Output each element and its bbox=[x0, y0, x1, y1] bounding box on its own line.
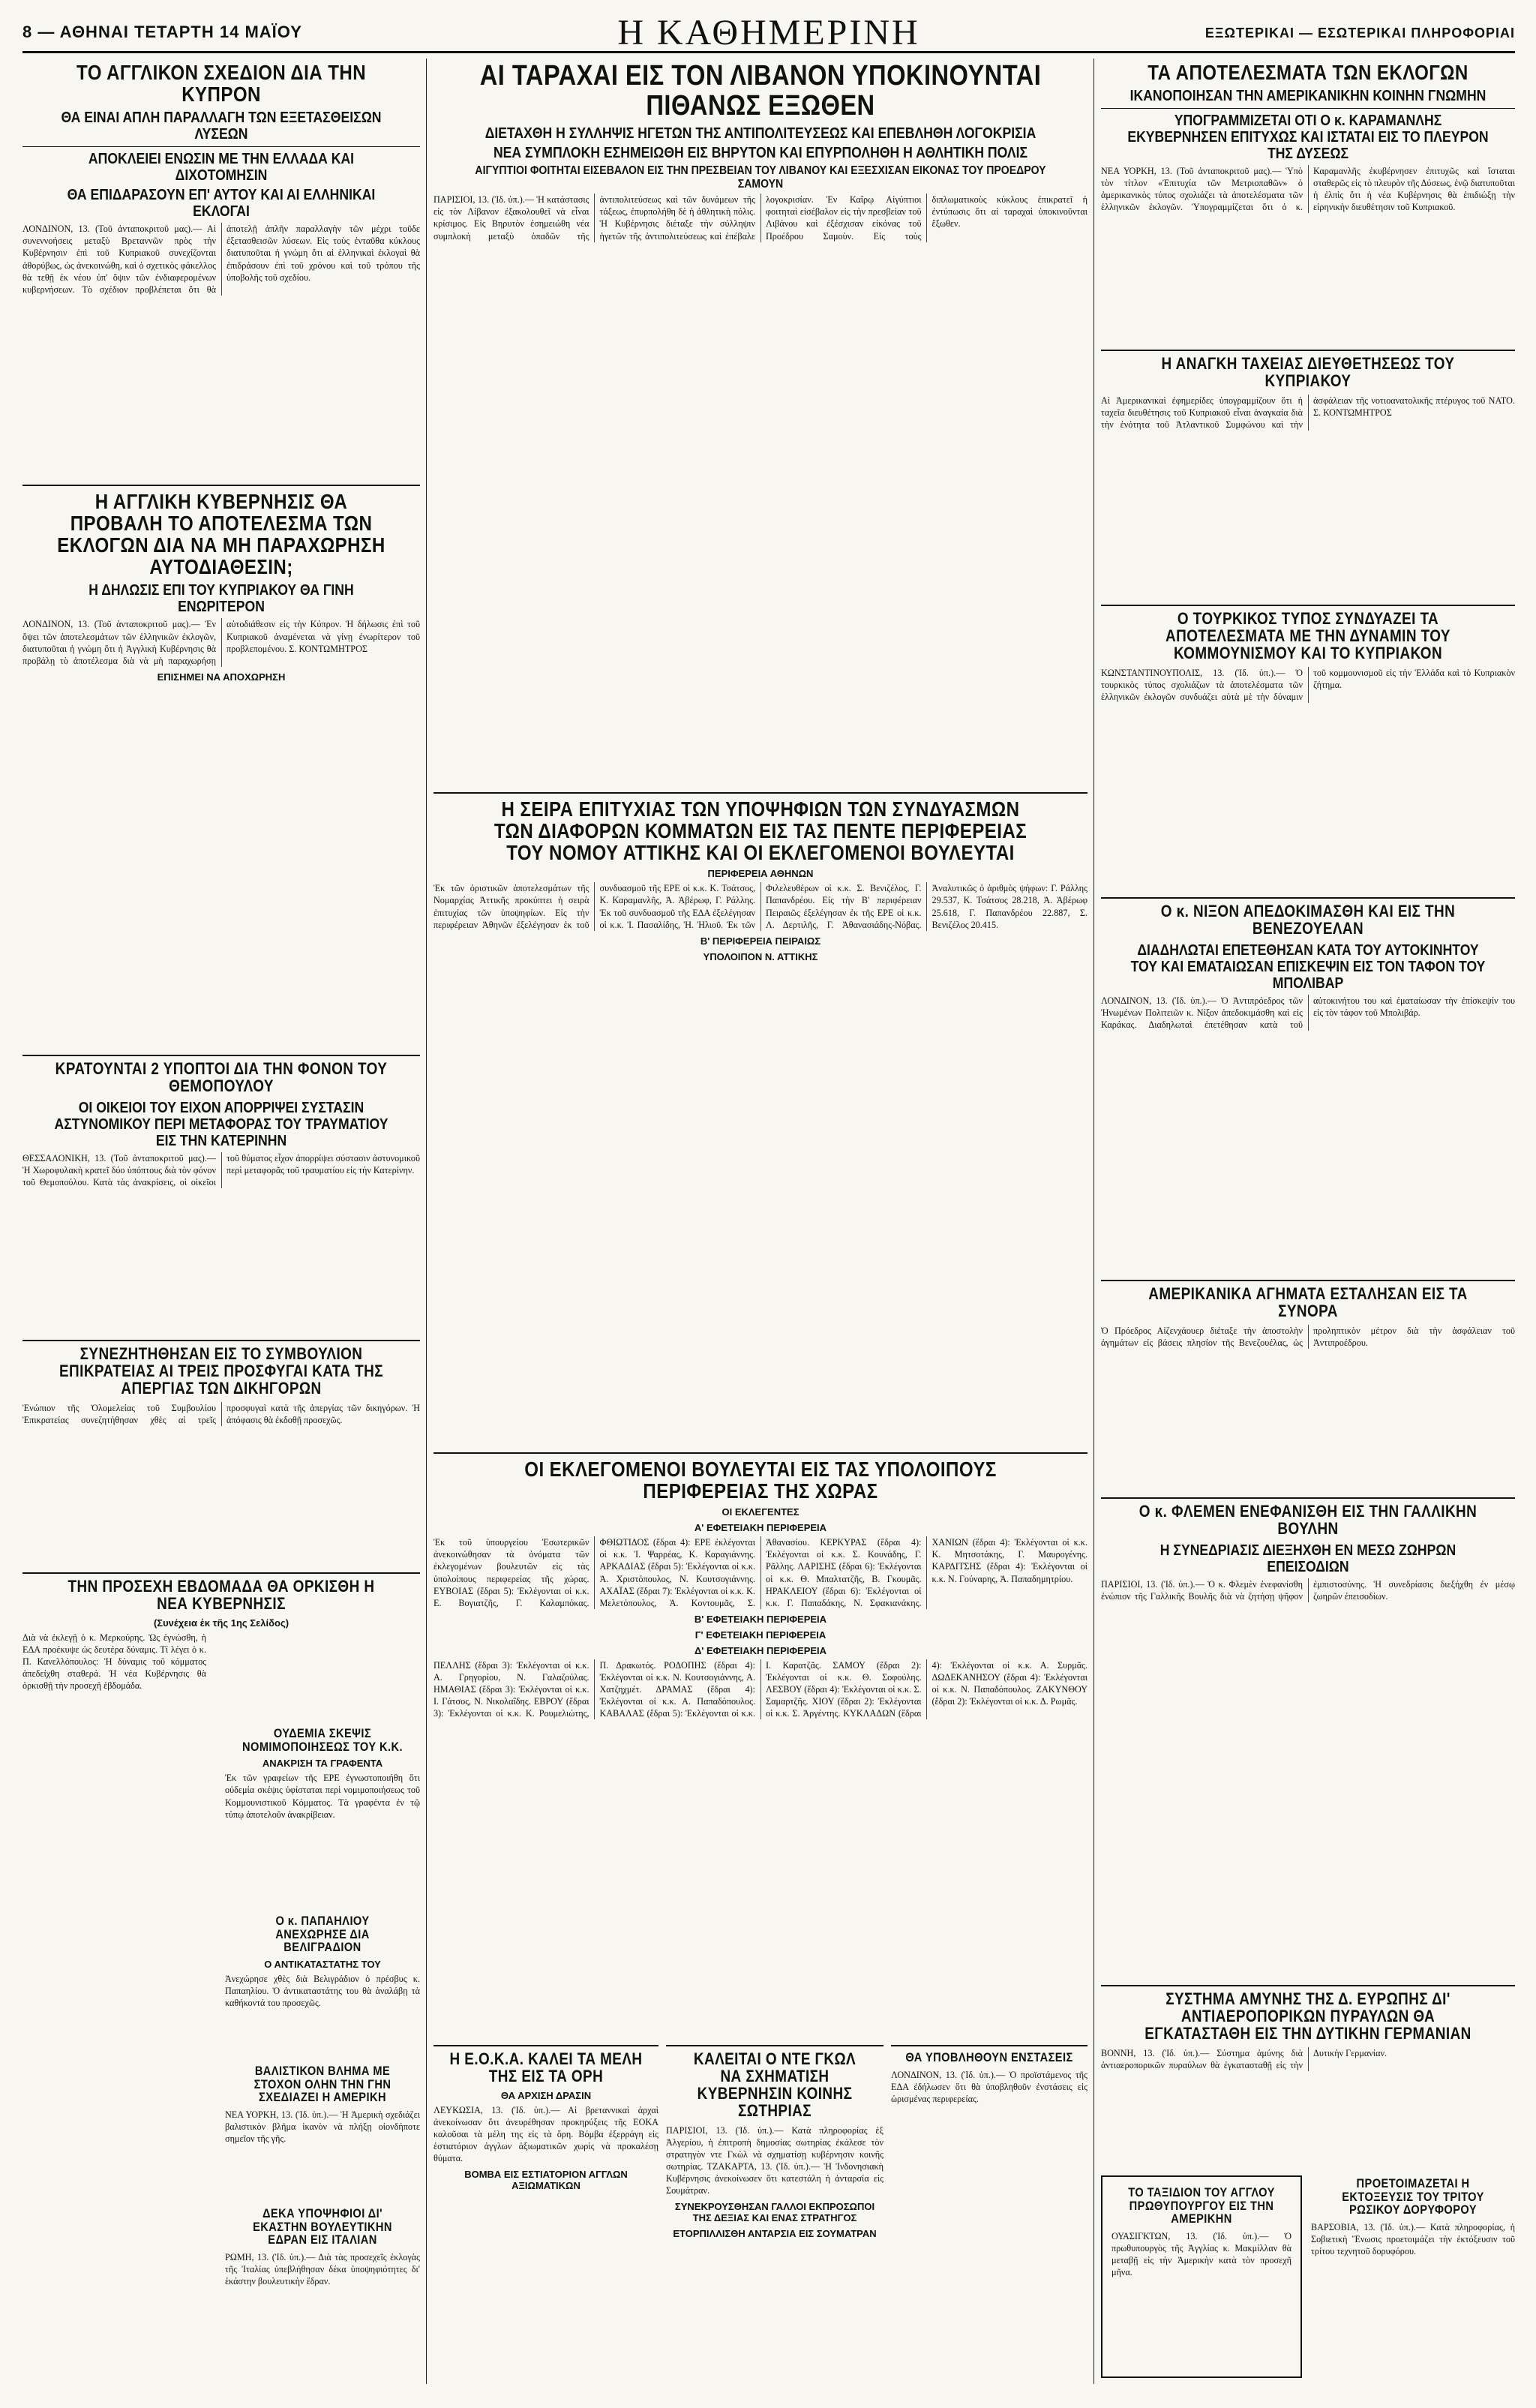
article-pflimlin bbox=[1101, 1493, 1515, 1973]
article-body: ΛΟΝΔΙΝΟΝ, 13. (Τοῦ ἀνταποκριτοῦ μας).— Ἐν ὄψει τῶν ἀποτελεσμάτων τῶν ἑλληνικῶν ἐκλογῶν, διατυποῦται ἡ γνώμη ὅτι ἡ Ἀγγλικὴ Κυβέρνησις θὰ προβάλῃ τὸ ἀποτέλεσμα διὰ νὰ μὴ παραχωρήσῃ αὐτοδιάθεσιν εἰς τὴν Κύπρον. Ἡ δήλωσις ἐπὶ τοῦ Κυπριακοῦ ἀναμένεται νὰ γίνῃ ἐνωρίτερον τοῦ προβλεπομένου. Σ. ΚΟΝΤΩΜΗΤΡΟΣ bbox=[22, 619, 420, 666]
headline: ΤΑ ΑΠΟΤΕΛΕΣΜΑΤΑ ΤΩΝ ΕΚΛΟΓΩΝ bbox=[1148, 61, 1468, 84]
subheading: Α' ΕΦΕΤΕΙΑΚΗ ΠΕΡΙΦΕΡΕΙΑ bbox=[694, 1522, 827, 1534]
article-eoka bbox=[434, 2040, 658, 2378]
headline: ΚΑΛΕΙΤΑΙ Ο ΝΤΕ ΓΚΩΛ ΝΑ ΣΧΗΜΑΤΙΣΗ ΚΥΒΕΡΝΗΣΙΝ ΚΟΙΝΗΣ ΣΩΤΗΡΙΑΣ bbox=[693, 2049, 856, 2120]
deck: ΑΠΟΚΛΕΙΕΙ ΕΝΩΣΙΝ ΜΕ ΤΗΝ ΕΛΛΑΔΑ ΚΑΙ ΔΙΧΟΤΟΜΗΣΙΝ bbox=[88, 151, 355, 185]
headline: ΚΡΑΤΟΥΝΤΑΙ 2 ΥΠΟΠΤΟΙ ΔΙΑ ΤΗΝ ΦΟΝΟΝ ΤΟΥ ΘΕΜΟΠΟΥΛΟΥ bbox=[55, 1059, 388, 1095]
article-de-gaulle-call bbox=[666, 2040, 884, 2378]
article-body: ΝΕΑ ΥΟΡΚΗ, 13. (Τοῦ ἀνταποκριτοῦ μας).— Ὑπὸ τὸν τίτλον «Ἐπιτυχία τῶν Μετριοπαθῶν» ὁ ἀμερικανικὸς τύπος σχολιάζει τὰ ἀποτελέσματα τῶν ἑλληνικῶν ἐκλογῶν. Ὑπογραμμίζεται ὅτι ὁ κ. Καραμανλῆς ἐκυβέρνησεν ἐπιτυχῶς καὶ ἵσταται σταθερῶς εἰς τὸ πλευρὸν τῆς Δύσεως, ἐνῷ διατυποῦται ἡ ἐλπὶς ὅτι ἡ νέα Κυβέρνησις θὰ ἐπιδιώξῃ τὴν εἰρηνικὴν διευθέτησιν τοῦ Κυπριακοῦ. bbox=[1101, 166, 1515, 213]
subheading: ΣΥΝΕΚΡΟΥΣΘΗΣΑΝ ΓΑΛΛΟΙ ΕΚΠΡΟΣΩΠΟΙ ΤΗΣ ΔΕΞΙΑΣ ΚΑΙ ΕΝΑΣ ΣΤΡΑΤΗΓΟΣ bbox=[674, 2201, 875, 2224]
article-us-troops bbox=[1101, 1275, 1515, 1485]
article-body: Ἐκ τοῦ ὑπουργείου Ἐσωτερικῶν ἀνεκοινώθησαν τὰ ὀνόματα τῶν ἐκλεγομένων βουλευτῶν εἰς τὰς ὑπολοίπους περιφερείας τῆς χώρας. ΕΥΒΟΙΑΣ (ἕδραι 5): Ἐκλέγονται οἱ κ.κ. Ε. Βογιατζῆς, Γ. Καλαμπόκας. ΦΘΙΩΤΙΔΟΣ (ἕδραι 4): ΕΡΕ ἐκλέγονται οἱ κ.κ. Ἰ. Ψαρρέας, Κ. Καραγιάννης. ΑΡΚΑΔΙΑΣ (ἕδραι 5): Ἐκλέγονται οἱ κ.κ. Ἀ. Χριστόπουλος, Ν. Κουτσογιάννης. ΑΧΑΪΑΣ (ἕδραι 7): Ἐκλέγονται οἱ κ.κ. Κ. Μελετόπουλος, Ἀ. Κοντουμᾶς, Σ. Ἀθανασίου. ΚΕΡΚΥΡΑΣ (ἕδραι 4): Ἐκλέγονται οἱ κ.κ. Σ. Κουνάδης, Γ. Ρᾶλλης. ΛΑΡΙΣΗΣ (ἕδραι 6): Ἐκλέγονται οἱ κ.κ. Θ. Μπαλτατζῆς, Β. Γκουμᾶς. ΗΡΑΚΛΕΙΟΥ (ἕδραι 6): Ἐκλέγονται οἱ κ.κ. Γ. Παπαδάκης, Ν. Σφακιανάκης. ΧΑΝΙΩΝ (ἕδραι 4): Ἐκλέγονται οἱ κ.κ. Κ. Μητσοτάκης, Γ. Μαυρογένης. ΚΑΡΔΙΤΣΗΣ (ἕδραι 4): Ἐκλέγονται οἱ κ.κ. Ν. Γούναρης, Ἀ. Παπαδημητρίου. bbox=[434, 1537, 1088, 1608]
deck: ΔΙΕΤΑΧΘΗ Η ΣΥΛΛΗΨΙΣ ΗΓΕΤΩΝ ΤΗΣ ΑΝΤΙΠΟΛΙΤΕΥΣΕΩΣ ΚΑΙ ΕΠΕΒΛΗΘΗ ΛΟΓΟΚΡΙΣΙΑ bbox=[484, 125, 1036, 143]
headline: ΒΑΛΙΣΤΙΚΟΝ ΒΛΗΜΑ ΜΕ ΣΤΟΧΟΝ ΟΛΗΝ ΤΗΝ ΓΗΝ ΣΧΕΔΙΑΖΕΙ Η ΑΜΕΡΙΚΗ bbox=[254, 2064, 392, 2105]
headline: Η ΣΕΙΡΑ ΕΠΙΤΥΧΙΑΣ ΤΩΝ ΥΠΟΨΗΦΙΩΝ ΤΩΝ ΣΥΝΔΥΑΣΜΩΝ ΤΩΝ ΔΙΑΦΟΡΩΝ ΚΟΜΜΑΤΩΝ ΕΙΣ ΤΑΣ ΠΕΝΤΕ ΠΕΡΙΦΕΡΕΙΑΣ ΤΟΥ ΝΟΜΟΥ ΑΤΤΙΚΗΣ ΚΑΙ ΟΙ ΕΚΛΕΓΟΜΕΝΟΙ ΒΟΥΛΕΥΤΑΙ bbox=[494, 797, 1028, 865]
article-body: ΘΕΣΣΑΛΟΝΙΚΗ, 13. (Τοῦ ἀνταποκριτοῦ μας).— Ἡ Χωροφυλακὴ κρατεῖ δύο ὑπόπτους διὰ τὸν φόνον τοῦ Θεμοπούλου. Κατὰ τὰς ἀνακρίσεις, οἱ οἰκεῖοι τοῦ θύματος εἶχον ἀπορρίψει σύστασιν ἀστυνομικοῦ περὶ μεταφορᾶς τοῦ τραυματίου εἰς τὴν Κατερίνην. bbox=[22, 1152, 420, 1187]
article-legality bbox=[225, 1725, 420, 1905]
article-body: ΠΑΡΙΣΙΟΙ, 13. (Ἰδ. ὑπ.).— Ὁ κ. Φλεμὲν ἐνεφανίσθη ἐνώπιον τῆς Γαλλικῆς Βουλῆς διὰ νὰ ζητήσῃ ψῆφον ἐμπιστοσύνης. Ἡ συνεδρίασις διεξήχθη ἐν μέσῳ ζωηρῶν ἐπεισοδίων. bbox=[1101, 1578, 1515, 1602]
headline: ΑΜΕΡΙΚΑΝΙΚΑ ΑΓΗΜΑΤΑ ΕΣΤΑΛΗΣΑΝ ΕΙΣ ΤΑ ΣΥΝΟΡΑ bbox=[1148, 1284, 1468, 1320]
deck: ΝΕΑ ΣΥΜΠΛΟΚΗ ΕΣΗΜΕΙΩΘΗ ΕΙΣ ΒΗΡΥΤΟΝ ΚΑΙ ΕΠΥΡΠΟΛΗΘΗ Η ΑΘΛΗΤΙΚΗ ΠΟΛΙΣ bbox=[493, 145, 1028, 162]
headline: ΣΥΣΤΗΜΑ ΑΜΥΝΗΣ ΤΗΣ Δ. ΕΥΡΩΠΗΣ ΔΙ' ΑΝΤΙΑΕΡΟΠΟΡΙΚΩΝ ΠΥΡΑΥΛΩΝ ΘΑ ΕΓΚΑΤΑΣΤΑΘΗ ΕΙΣ ΤΗΝ ΔΥΤΙΚΗΝ ΓΕΡΜΑΝΙΑΝ bbox=[1144, 1989, 1472, 2043]
deck: ΑΝΑΚΡΙΣΗ ΤΑ ΓΡΑΦΕΝΤΑ bbox=[262, 1758, 383, 1770]
article-macmillan-trip bbox=[1101, 2175, 1302, 2378]
article-missile-defense bbox=[1101, 1980, 1515, 2168]
article-body: Ἐκ τῶν γραφείων τῆς ΕΡΕ ἐγνωστοποιήθη ὅτι οὐδεμία σκέψις ὑφίσταται περὶ νομιμοποιήσεως τοῦ Κομμουνιστικοῦ Κόμματος. Τὰ γραφέντα ἐν τῷ τύπῳ ἀποτελοῦν ἀνακρίβειαν. bbox=[225, 1773, 420, 1820]
deck: ΘΑ ΕΠΙΔΑΡΑΣΟΥΝ ΕΠ' ΑΥΤΟΥ ΚΑΙ ΑΙ ΕΛΛΗΝΙΚΑΙ ΕΚΛΟΓΑΙ bbox=[67, 187, 376, 221]
deck: ΥΠΟΓΡΑΜΜΙΖΕΤΑΙ ΟΤΙ Ο κ. ΚΑΡΑΜΑΝΛΗΣ ΕΚΥΒΕΡΝΗΣΕΝ ΕΠΙΤΥΧΩΣ ΚΑΙ ΙΣΤΑΤΑΙ ΕΙΣ ΤΟ ΠΛΕΥΡΟΝ ΤΗΣ ΔΥΣΕΩΣ bbox=[1127, 113, 1489, 163]
page-header bbox=[22, 13, 1515, 53]
headline: ΤΗΝ ΠΡΟΣΕΧΗ ΕΒΔΟΜΑΔΑ ΘΑ ΟΡΚΙΣΘΗ Η ΝΕΑ ΚΥΒΕΡΝΗΣΙΣ bbox=[68, 1577, 375, 1613]
article-thessaloniki-murder bbox=[22, 1050, 420, 1328]
headline: Η ΑΓΓΛΙΚΗ ΚΥΒΕΡΝΗΣΙΣ ΘΑ ΠΡΟΒΑΛΗ ΤΟ ΑΠΟΤΕΛΕΣΜΑ ΤΩΝ ΕΚΛΟΓΩΝ ΔΙΑ ΝΑ ΜΗ ΠΑΡΑΧΩΡΗΣΗ ΑΥΤΟΔΙΑΘΕΣΙΝ; bbox=[57, 490, 386, 579]
article-provinces-elections bbox=[434, 1448, 1088, 2033]
article-objections bbox=[891, 2040, 1088, 2378]
article-body: ΡΩΜΗ, 13. (Ἰδ. ὑπ.).— Διὰ τὰς προσεχεῖς ἐκλογὰς τῆς Ἰταλίας ὑπεβλήθησαν δέκα ὑποψηφιότητες δι' ἑκάστην βουλευτικὴν ἕδραν. bbox=[225, 2252, 420, 2287]
article-body: ΝΕΑ ΥΟΡΚΗ, 13. (Ἰδ. ὑπ.).— Ἡ Ἀμερικὴ σχεδιάζει βαλιστικὸν βλῆμα ἱκανὸν νὰ πλήξῃ οἱονδήποτε σημεῖον τῆς γῆς. bbox=[225, 2109, 420, 2145]
headline: ΟΥΔΕΜΙΑ ΣΚΕΨΙΣ ΝΟΜΙΜΟΠΟΙΗΣΕΩΣ ΤΟΥ Κ.Κ. bbox=[242, 1726, 403, 1754]
deck: Η ΣΥΝΕΔΡΙΑΣΙΣ ΔΙΕΞΗΧΘΗ ΕΝ ΜΕΣΩ ΖΩΗΡΩΝ ΕΠΕΙΣΟΔΙΩΝ bbox=[1160, 1542, 1456, 1575]
article-sputnik bbox=[1311, 2175, 1515, 2378]
article-italy bbox=[225, 2205, 420, 2378]
article-body: ΛΕΥΚΩΣΙΑ, 13. (Ἰδ. ὑπ.).— Αἱ βρεταννικαὶ ἀρχαὶ ἀνεκοίνωσαν ὅτι ἀνευρέθησαν προκηρύξεις τῆς ΕΟΚΑ καλοῦσαι τὰ μέλη της εἰς τὰ ὄρη. Βόμβα ἐξερράγη εἰς ἑστιατόριον ἀγγλων ἀξιωματικῶν χωρὶς νὰ προκαλέσῃ θύματα. bbox=[434, 2104, 658, 2164]
subheading: ΠΕΡΙΦΕΡΕΙΑ ΑΘΗΝΩΝ bbox=[707, 868, 814, 880]
article-body: ΒΑΡΣΟΒΙΑ, 13. (Ἰδ. ὑπ.).— Κατὰ πληροφορίας, ἡ Σοβιετικὴ Ἕνωσις προετοιμάζει τὴν ἐκτόξευσιν τοῦ τρίτου τεχνητοῦ δορυφόρου. bbox=[1311, 2222, 1515, 2257]
headline: Ο κ. ΝΙΞΟΝ ΑΠΕΔΟΚΙΜΑΣΘΗ ΚΑΙ ΕΙΣ ΤΗΝ ΒΕΝΕΖΟΥΕΛΑΝ bbox=[1160, 902, 1456, 938]
headline: Η Ε.Ο.Κ.Α. ΚΑΛΕΙ ΤΑ ΜΕΛΗ ΤΗΣ ΕΙΣ ΤΑ ΟΡΗ bbox=[449, 2049, 643, 2085]
article-body: Ὁ Πρόεδρος Αἰζενχάουερ διέταξε τὴν ἀποστολὴν ἀγημάτων εἰς βάσεις πλησίον τῆς Βενεζουέλας, ὡς προληπτικὸν μέτρον διὰ τὴν ἀσφάλειαν τοῦ Ἀντιπροέδρου. bbox=[1101, 1325, 1515, 1348]
subheading: ΕΠΙΣΗΜΕΙ ΝΑ ΑΠΟΧΩΡΗΣΗ bbox=[157, 671, 286, 683]
deck: Η ΔΗΛΩΣΙΣ ΕΠΙ ΤΟΥ ΚΥΠΡΙΑΚΟΥ ΘΑ ΓΙΝΗ ΕΝΩΡΙΤΕΡΟΝ bbox=[88, 582, 354, 616]
article-body: ΒΟΝΝΗ, 13. (Ἰδ. ὑπ.).— Σύστημα ἀμύνης διὰ ἀντιαεροπορικῶν πυραύλων θὰ ἐγκατασταθῇ εἰς τὴν Δυτικὴν Γερμανίαν. bbox=[1101, 2047, 1388, 2070]
deck: ΘΑ ΑΡΧΙΣΗ ΔΡΑΣΙΝ bbox=[500, 2089, 592, 2101]
subheading: ΟΙ ΕΚΛΕΓΕΝΤΕΣ bbox=[722, 1506, 800, 1518]
article-body: Ἐνώπιον τῆς Ὁλομελείας τοῦ Συμβουλίου Ἐπικρατείας συνεζητήθησαν χθὲς αἱ τρεῖς προσφυγαὶ κατὰ τῆς ἀπεργίας τῶν δικηγόρων. Ἡ ἀπόφασις θὰ ἐκδοθῇ προσεχῶς. bbox=[22, 1402, 420, 1425]
deck: ΟΙ ΟΙΚΕΙΟΙ ΤΟΥ ΕΙΧΟΝ ΑΠΟΡΡΙΨΕΙ ΣΥΣΤΑΣΙΝ ΑΣΤΥΝΟΜΙΚΟΥ ΠΕΡΙ ΜΕΤΑΦΟΡΑΣ ΤΟΥ ΤΡΑΥΜΑΤΙΟΥ ΕΙΣ ΤΗΝ ΚΑΤΕΡΙΝΗΝ bbox=[54, 1099, 388, 1149]
masthead: Η ΚΑΘΗΜΕΡΙΝΗ bbox=[617, 13, 920, 53]
article-body: ΛΟΝΔΙΝΟΝ, 13. (Ἰδ. ὑπ.).— Ὁ προϊστάμενος τῆς ΕΔΑ ἐδήλωσεν ὅτι θὰ ὑποβληθοῦν ἐνστάσεις εἰς ὡρισμένας περιφερείας. bbox=[891, 2069, 1088, 2104]
headline: Ο κ. ΠΑΠΑΗΛΙΟΥ ΑΝΕΧΩΡΗΣΕ ΔΙΑ ΒΕΛΙΓΡΑΔΙΟΝ bbox=[275, 1914, 370, 1955]
article-nixon bbox=[1101, 893, 1515, 1268]
article-body: ΟΥΑΣΙΓΚΤΩΝ, 13. (Ἰδ. ὑπ.).— Ὁ πρωθυπουργὸς τῆς Ἀγγλίας κ. Μακμίλλαν θὰ μεταβῇ εἰς τὴν Ἀμερικὴν κατὰ τὸν προσεχῆ μῆνα. bbox=[1112, 2231, 1292, 2278]
headline: ΑΙ ΤΑΡΑΧΑΙ ΕΙΣ ΤΟΝ ΛΙΒΑΝΟΝ ΥΠΟΚΙΝΟΥΝΤΑΙ ΠΙΘΑΝΩΣ ΕΞΩΘΕΝ bbox=[479, 60, 1042, 122]
deck: ΔΙΑΔΗΛΩΤΑΙ ΕΠΕΤΕΘΗΣΑΝ ΚΑΤΑ ΤΟΥ ΑΥΤΟΚΙΝΗΤΟΥ ΤΟΥ ΚΑΙ ΕΜΑΤΑΙΩΣΑΝ ΕΠΙΣΚΕΨΙΝ ΕΙΣ ΤΟΝ ΤΑΦΟΝ ΤΟΥ ΜΠΟΛΙΒΑΡ bbox=[1130, 941, 1486, 992]
article-turkish-press bbox=[1101, 600, 1515, 885]
article-body: Διὰ νὰ ἐκλεγῇ ὁ κ. Μερκούρης. Ὡς ἐγνώσθη, ἡ ΕΔΑ προέκυψε ὡς δευτέρα δύναμις. Τί λέγει ὁ κ. Π. Κανελλόπουλος: Ἡ δύναμις τοῦ κόμματος ἀπεδείχθη σταθερά. Ἡ νέα Κυβέρνησις θὰ ὁρκισθῇ τὴν προσεχῆ ἑβδομάδα. bbox=[22, 1632, 206, 1692]
article-body: Ἐκ τῶν ὁριστικῶν ἀποτελεσμάτων τῆς Νομαρχίας Ἀττικῆς προκύπτει ἡ σειρὰ ἐπιτυχίας τῶν ὑποψηφίων. Εἰς τὴν περιφέρειαν Ἀθηνῶν ἐξελέγησαν ἐκ τοῦ συνδυασμοῦ τῆς ΕΡΕ οἱ κ.κ. Κ. Τσάτσος, Κ. Καραμανλῆς, Ἀ. Ἀβέρωφ, Γ. Ράλλης. Ἐκ τοῦ συνδυασμοῦ τῆς ΕΔΑ ἐξελέγησαν οἱ κ.κ. Ἰ. Πασαλίδης, Ἠ. Ἠλιοῦ. Ἐκ τῶν Φιλελευθέρων οἱ κ.κ. Σ. Βενιζέλος, Γ. Παπανδρέου. Εἰς τὴν Β' περιφέρειαν Πειραιῶς ἐξελέγησαν ἐκ τῆς ΕΡΕ οἱ κ.κ. Λ. Δερτιλῆς, Γ. Ἀθανασιάδης-Νόβας. Ἀναλυτικῶς ὁ ἀριθμὸς ψήφων: Γ. Ράλλης 29.537, Κ. Τσάτσος 28.218, Ἀ. Ἀβέρωφ 25.618, Γ. Παπανδρέου 22.887, Σ. Βενιζέλος 20.415. bbox=[434, 883, 1088, 930]
headline: Ο ΤΟΥΡΚΙΚΟΣ ΤΥΠΟΣ ΣΥΝΔΥΑΖΕΙ ΤΑ ΑΠΟΤΕΛΕΣΜΑΤΑ ΜΕ ΤΗΝ ΔΥΝΑΜΙΝ ΤΟΥ ΚΟΜΜΟΥΝΙΣΜΟΥ ΚΑΙ ΤΟ ΚΥΠΡΙΑΚΟΝ bbox=[1166, 609, 1450, 662]
subheading: Β' ΕΦΕΤΕΙΑΚΗ ΠΕΡΙΦΕΡΕΙΑ bbox=[694, 1613, 827, 1625]
article-body: Αἱ Ἀμερικανικαὶ ἐφημερίδες ὑπογραμμίζουν ὅτι ἡ ταχεῖα διευθέτησις τοῦ Κυπριακοῦ εἶναι ἀναγκαία διὰ τὴν ἑνότητα τοῦ Ἀτλαντικοῦ Συμφώνου καὶ τὴν ἀσφάλειαν τῆς νοτιοανατολικῆς πτέρυγος τοῦ ΝΑΤΟ. Σ. ΚΟΝΤΩΜΗΤΡΟΣ bbox=[1101, 395, 1515, 430]
article-body: ΛΟΝΔΙΝΟΝ, 13. (Ἰδ. ὑπ.).— Ὁ Ἀντιπρόεδρος τῶν Ἡνωμένων Πολιτειῶν κ. Νίξον ἀπεδοκιμάσθη καὶ εἰς Καράκας. Διαδηλωταὶ ἐπετέθησαν κατὰ τοῦ αὐτοκινήτου του καὶ ἐματαίωσαν τὴν ἐπίσκεψίν του εἰς τὸν τάφον τοῦ Μπολιβάρ. bbox=[1101, 995, 1515, 1030]
headline: ΤΟ ΑΓΓΛΙΚΟΝ ΣΧΕΔΙΟΝ ΔΙΑ ΤΗΝ ΚΥΠΡΟΝ bbox=[76, 61, 367, 107]
article-papaeliou bbox=[225, 1913, 420, 2055]
headline: ΘΑ ΥΠΟΒΛΗΘΟΥΝ ΕΝΣΤΑΣΕΙΣ bbox=[905, 2050, 1073, 2064]
subheading: ΕΤΟΡΠΙΛΛΙΣΘΗ ΑΝΤΑΡΣΙΑ ΕΙΣ ΣΟΥΜΑΤΡΑΝ bbox=[673, 2228, 877, 2240]
article-election-results-us bbox=[1101, 60, 1515, 338]
folio: 8 — ΑΘΗΝΑΙ ΤΕΤΑΡΤΗ 14 ΜΑΪΟΥ bbox=[22, 23, 302, 41]
article-british-government bbox=[22, 480, 420, 1043]
deck: ΑΙΓΥΠΤΙΟΙ ΦΟΙΤΗΤΑΙ ΕΙΣΕΒΑΛΟΝ ΕΙΣ ΤΗΝ ΠΡΕΣΒΕΙΑΝ ΤΟΥ ΛΙΒΑΝΟΥ ΚΑΙ ΕΞΕΣΧΙΣΑΝ ΕΙΚΟΝΑΣ ΤΟΥ ΠΡΟΕΔΡΟΥ ΣΑΜΟΥΝ bbox=[475, 164, 1046, 191]
headline: ΣΥΝΕΖΗΤΗΘΗΣΑΝ ΕΙΣ ΤΟ ΣΥΜΒΟΥΛΙΟΝ ΕΠΙΚΡΑΤΕΙΑΣ ΑΙ ΤΡΕΙΣ ΠΡΟΣΦΥΓΑΙ ΚΑΤΑ ΤΗΣ ΑΠΕΡΓΙΑΣ ΤΩΝ ΔΙΚΗΓΟΡΩΝ bbox=[58, 1344, 383, 1398]
headline: ΔΕΚΑ ΥΠΟΨΗΦΙΟΙ ΔΙ' ΕΚΑΣΤΗΝ ΒΟΥΛΕΥΤΙΚΗΝ ΕΔΡΑΝ ΕΙΣ ΙΤΑΛΙΑΝ bbox=[253, 2206, 392, 2247]
article-lebanon bbox=[434, 60, 1088, 780]
headline: Ο κ. ΦΛΕΜΕΝ ΕΝΕΦΑΝΙΣΘΗ ΕΙΣ ΤΗΝ ΓΑΛΛΙΚΗΝ ΒΟΥΛΗΝ bbox=[1138, 1502, 1478, 1538]
article-attica-elections bbox=[434, 788, 1088, 1440]
article-cyprus-plan bbox=[22, 60, 420, 469]
article-body: ΠΑΡΙΣΙΟΙ, 13. (Ἰδ. ὑπ.).— Ἡ κατάστασις εἰς τὸν Λίβανον ἐξακολουθεῖ νὰ εἶναι κρίσιμος. Εἰς Βηρυτὸν ἐσημειώθη νέα συμπλοκὴ μεταξὺ ὀπαδῶν τῆς ἀντιπολιτεύσεως καὶ τῶν δυνάμεων τῆς τάξεως, ἐπυρπολήθη δὲ ἡ ἀθλητικὴ πόλις. Ἡ Κυβέρνησις διέταξε τὴν σύλληψιν ἡγετῶν τῆς ἀντιπολιτεύσεως καὶ ἐπέβαλε λογοκρισίαν. Ἐν Καΐρῳ Αἰγύπτιοι φοιτηταὶ εἰσέβαλον εἰς τὴν πρεσβείαν τοῦ Λιβάνου καὶ ἐξέσχισαν εἰκόνας τοῦ Προέδρου Σαμοὺν. Εἰς τοὺς διπλωματικοὺς κύκλους ἐπικρατεῖ ἡ ἐντύπωσις ὅτι αἱ ταραχαὶ ὑποκινοῦνται ἔξωθεν. bbox=[434, 194, 1088, 242]
deck: Ο ΑΝΤΙΚΑΤΑΣΤΑΤΗΣ ΤΟΥ bbox=[264, 1959, 381, 1971]
subheading: Γ' ΕΦΕΤΕΙΑΚΗ ΠΕΡΙΦΕΡΕΙΑ bbox=[694, 1629, 826, 1641]
article-ballistic-missile bbox=[225, 2063, 420, 2198]
subheading: ΥΠΟΛΟΙΠΟΝ Ν. ΑΤΤΙΚΗΣ bbox=[703, 950, 818, 962]
column-rule bbox=[426, 59, 427, 2384]
headline: ΠΡΟΕΤΟΙΜΑΖΕΤΑΙ Η ΕΚΤΟΞΕΥΣΙΣ ΤΟΥ ΤΡΙΤΟΥ ΡΩΣΙΚΟΥ ΔΟΡΥΦΟΡΟΥ bbox=[1342, 2176, 1484, 2217]
article-body: ΛΟΝΔΙΝΟΝ, 13. (Τοῦ ἀνταποκριτοῦ μας).— Αἱ συνεννοήσεις μεταξὺ Βρεταννῶν πρὸς τὴν Κυβέρνησιν ἐπὶ τοῦ Κυπριακοῦ συνεχίζονται ἀθορύβως, ὡς ἀνεκοινώθη, καὶ ὁ σχετικὸς φάκελλος θὰ τεθῇ ἐκ νέου ὑπ' ὄψιν τῶν ἐνδιαφερομένων κυβερνήσεων. Τὸ σχέδιον προβλέπεται ὅτι θὰ ἀποτελῇ ἁπλῆν παραλλαγὴν τῶν μέχρι τοῦδε ἐξετασθεισῶν λύσεων. Εἰς τοὺς ἐνταῦθα κύκλους διατυποῦται ἡ γνώμη ὅτι αἱ ἑλληνικαὶ ἐκλογαὶ θὰ ἐπιδράσουν ἐπὶ τοῦ χρόνου καὶ τοῦ τρόπου τῆς ὑποβολῆς τοῦ σχεδίου. bbox=[22, 224, 420, 295]
subheading: Δ' ΕΦΕΤΕΙΑΚΗ ΠΕΡΙΦΕΡΕΙΑ bbox=[694, 1644, 827, 1656]
article-lawyers-strike bbox=[22, 1335, 420, 1560]
article-body: ΠΕΛΛΗΣ (ἕδραι 3): Ἐκλέγονται οἱ κ.κ. Α. Γρηγορίου, Ν. Γαλαζούλας. ΗΜΑΘΙΑΣ (ἕδραι 3): Ἐκλέγονται οἱ κ.κ. Ι. Γάτσος, Ν. Νικολαΐδης. ΕΒΡΟΥ (ἕδραι 3): Ἐκλέγονται οἱ κ.κ. Κ. Ρουμελιώτης, Π. Δρακωτός. ΡΟΔΟΠΗΣ (ἕδραι 4): Ἐκλέγονται οἱ κ.κ. Ν. Κουτσογιάννης, Α. Χατζηχμέτ. ΔΡΑΜΑΣ (ἕδραι 4): Ἐκλέγονται οἱ κ.κ. Α. Παπαδόπουλος. ΚΑΒΑΛΑΣ (ἕδραι 5): Ἐκλέγονται οἱ κ.κ. Ι. Καρατζᾶς. ΣΑΜΟΥ (ἕδραι 2): Ἐκλέγονται οἱ κ.κ. Θ. Σοφούλης. ΛΕΣΒΟΥ (ἕδραι 4): Ἐκλέγονται οἱ κ.κ. Σ. Σαμαρτζῆς. ΧΙΟΥ (ἕδραι 2): Ἐκλέγονται οἱ κ.κ. Σ. Ἀργέντης. ΚΥΚΛΑΔΩΝ (ἕδραι 4): Ἐκλέγονται οἱ κ.κ. Α. Συρμᾶς. ΔΩΔΕΚΑΝΗΣΟΥ (ἕδραι 4): Ἐκλέγονται οἱ κ.κ. Ν. Παπαδόπουλος. ΖΑΚΥΝΘΟΥ (ἕδραι 2): Ἐκλέγονται οἱ κ.κ. Δ. Ρωμᾶς. bbox=[434, 1659, 1088, 1719]
continuation-note: (Συνέχεια ἐκ τῆς 1ης Σελίδος) bbox=[153, 1617, 290, 1629]
article-body: ΚΩΝΣΤΑΝΤΙΝΟΥΠΟΛΙΣ, 13. (Ἰδ. ὑπ.).— Ὁ τουρκικὸς τύπος σχολιάζων τὰ ἀποτελέσματα τῶν ἑλληνικῶν ἐκλογῶν συνδυάζει αὐτὰ μὲ τὴν δύναμιν τοῦ κομμουνισμοῦ εἰς τὴν Ἑλλάδα καὶ τὸ Κυπριακὸν ζήτημα. bbox=[1101, 667, 1515, 702]
subheading: Β' ΠΕΡΙΦΕΡΕΙΑ ΠΕΙΡΑΙΩΣ bbox=[700, 935, 821, 947]
article-body: ΠΑΡΙΣΙΟΙ, 13. (Ἰδ. ὑπ.).— Κατὰ πληροφορίας ἐξ Ἀλγερίου, ἡ ἐπιτροπὴ δημοσίας σωτηρίας ἐκάλεσε τὸν στρατηγὸν ντε Γκὼλ νὰ σχηματίσῃ κυβέρνησιν κοινῆς σωτηρίας. ΤΖΑΚΑΡΤΑ, 13. (Ἰδ. ὑπ.).— Ἡ Ἰνδονησιακὴ Κυβέρνησις ἀνεκοίνωσεν ὅτι κατεστάλη ἡ ἀνταρσία εἰς Σουμάτραν. bbox=[666, 2124, 884, 2196]
article-cyprus-settlement bbox=[1101, 345, 1515, 593]
section-label: ΕΞΩΤΕΡΙΚΑΙ — ΕΣΩΤΕΡΙΚΑΙ ΠΛΗΡΟΦΟΡΙΑΙ bbox=[1204, 26, 1515, 41]
subheading: ΒΟΜΒΑ ΕΙΣ ΕΣΤΙΑΤΟΡΙΟΝ ΑΓΓΛΩΝ ΑΞΙΩΜΑΤΙΚΩΝ bbox=[464, 2169, 628, 2192]
headline: ΤΟ ΤΑΞΙΔΙΟΝ ΤΟΥ ΑΓΓΛΟΥ ΠΡΩΘΥΠΟΥΡΓΟΥ ΕΙΣ ΤΗΝ ΑΜΕΡΙΚΗΝ bbox=[1128, 2185, 1275, 2226]
article-body: Ἀνεχώρησε χθὲς διὰ Βελιγράδιον ὁ πρέσβυς κ. Παπαηλίου. Ὁ ἀντικαταστάτης του θὰ ἀναλάβῃ τὰ καθήκοντά του προσεχῶς. bbox=[225, 1974, 420, 2009]
headline: ΟΙ ΕΚΛΕΓΟΜΕΝΟΙ ΒΟΥΛΕΥΤΑΙ ΕΙΣ ΤΑΣ ΥΠΟΛΟΙΠΟΥΣ ΠΕΡΙΦΕΡΕΙΑΣ ΤΗΣ ΧΩΡΑΣ bbox=[524, 1458, 997, 1503]
headline: Η ΑΝΑΓΚΗ ΤΑΧΕΙΑΣ ΔΙΕΥΘΕΤΗΣΕΩΣ ΤΟΥ ΚΥΠΡΙΑΚΟΥ bbox=[1161, 354, 1455, 390]
deck: ΘΑ ΕΙΝΑΙ ΑΠΛΗ ΠΑΡΑΛΛΑΓΗ ΤΩΝ ΕΞΕΤΑΣΘΕΙΣΩΝ ΛΥΣΕΩΝ bbox=[61, 110, 382, 143]
deck: ΙΚΑΝΟΠΟΙΗΣΑΝ ΤΗΝ ΑΜΕΡΙΚΑΝΙΚΗΝ ΚΟΙΝΗΝ ΓΝΩΜΗΝ bbox=[1130, 88, 1486, 105]
